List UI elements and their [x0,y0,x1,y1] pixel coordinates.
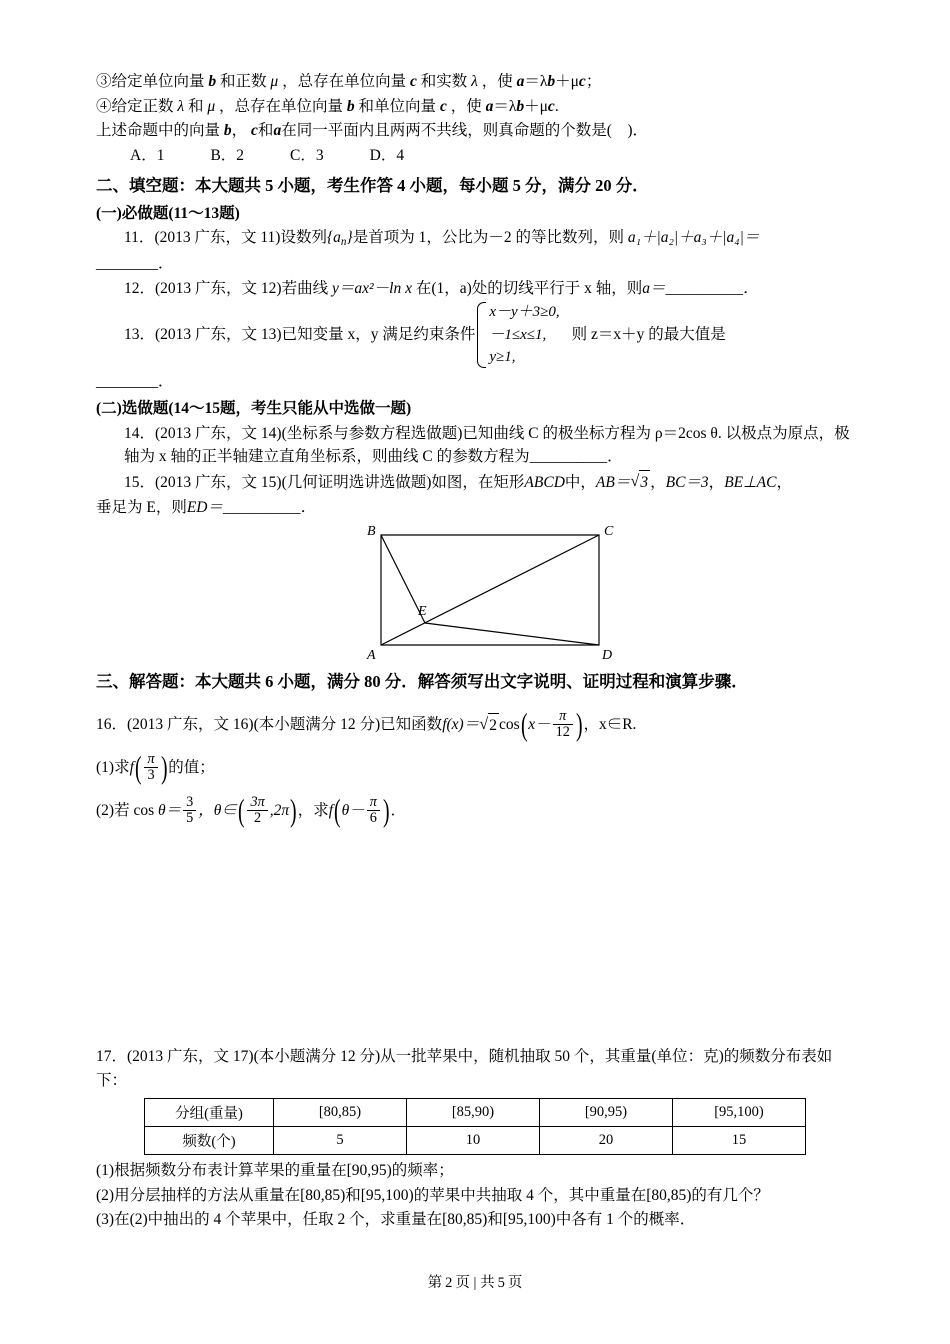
q16-p2-f: f [328,802,334,820]
q16-inner-x: x－ [528,716,551,734]
q16-fraction [553,709,573,740]
q16-p2-label: (2)若 cos [96,802,155,820]
item3-mid1: 和正数 [220,73,267,90]
q16-cos: cos [498,716,520,734]
item3-mu: μ [270,73,279,90]
q11-answer-blank: ________． [96,255,174,273]
item4-plus: ＋μ [524,97,548,115]
q16-paren-close: ) [575,706,583,742]
q12-source: (2013 广东，文 12) [155,279,282,297]
q15-text2: 中， [564,473,596,491]
q16-p2-frac2-den: 2 [247,810,267,826]
q16-frac-den: 12 [553,724,573,740]
q16-p2-c: ,2π [269,802,290,820]
q11-seq: {a [326,229,341,247]
item3-mid3: 和实数 [420,73,468,90]
q16-part1 [96,749,854,785]
q11-text1: 设数列 [280,229,327,247]
blank-work-space [96,827,854,1045]
q15-be: BE⊥AC [724,473,777,491]
item4-eq: ＝λ [493,97,517,115]
question-11 [96,226,854,251]
question-15-cont [96,496,854,520]
table-row-label-counts: 频数(个) [145,1127,274,1155]
item4-mid3: 和单位向量 [358,97,437,115]
q13-constraint-3: y≥1, [489,349,516,366]
item3-vector-c: c [409,73,417,90]
q11-source: (2013 广东，文 11) [154,229,281,247]
footer-page-number: 2 [445,1275,453,1291]
q14-number: 14． [124,424,156,442]
table-cell-count-1: 5 [274,1127,407,1155]
q16-p1-paren-open: ( [134,749,142,785]
q13-constraint-system [475,301,559,369]
q15-ed-blank: ED＝__________． [186,498,317,516]
q16-text1: 已知函数 [380,716,443,734]
q12-number: 12． [124,279,156,297]
proposition-conclusion [96,119,854,143]
q16-p2-fraction2 [247,795,267,826]
q16-p2-end: ． [390,802,407,820]
q13-source: (2013 广东，文 13) [155,326,282,344]
choice-list [96,144,854,168]
q14-source: (2013 广东，文 14) [155,424,282,442]
q13-text2: 则 z＝x＋y 的最大值是 [571,326,726,344]
footer-mid: 页 | 共 [455,1275,495,1291]
footer-total-pages: 5 [497,1275,505,1291]
choice-a: A．1 [130,146,165,164]
item4-mid2: ，总存在单位向量 [219,97,344,115]
table-row-label-groups: 分组(重量) [145,1099,274,1127]
item3-mid4: ，使 [481,73,513,90]
table-cell-group-1: [80,85) [274,1099,407,1127]
q16-paren-open: ( [520,706,528,742]
q16-p2-fraction [183,795,196,826]
table-row [145,1127,806,1155]
q16-p2-frac3-num: π [369,794,377,811]
section2-sub2: (二)选做题(14～15题，考生只能从中选做一题) [96,400,412,418]
q16-p2-b: ，θ∈ [198,802,237,820]
q16-number: 16． [96,716,128,734]
q13-number: 13． [124,326,156,344]
q16-sqrt2-value: 2 [488,713,499,738]
svg-text:C: C [604,524,614,540]
q17-part-2: (2)用分层抽样的方法从重量在[80,85)和[95,100)的苹果中共抽取 4 个，其中重量在[80,85)的有几个？ [96,1186,769,1204]
choice-d: D．4 [369,146,405,164]
frequency-table-wrap [96,1098,854,1155]
q11-text2: 是首项为 1，公比为－2 的等比数列，则 [352,229,624,247]
q11-seq-sub: n [340,236,347,249]
q13-constraint-2: －1≤x≤1, [489,326,547,343]
q16-p1-f: f [129,759,134,777]
table-cell-count-3: 20 [540,1127,673,1155]
conclusion-p4: 在同一平面内且两两不共线，则真命题的个数是( [281,122,612,140]
svg-text:D: D [602,648,613,664]
q14-answer-blank: __________． [529,448,623,466]
q16-domain: ，x∈R. [583,716,637,734]
q16-p2-frac3-den: 6 [367,810,380,826]
q12-equation: y＝ax²－ln x [331,279,412,297]
item3-mid2: ，总存在单位向量 [282,73,407,90]
q16-p2-theta: θ＝ [158,802,182,820]
frequency-table [144,1098,806,1155]
figure-svg [361,523,621,663]
proposition-item-4 [96,95,854,119]
item4-mid4: ，使 [450,97,482,115]
item4-vector-a: a [485,97,494,115]
geometry-figure-wrap [96,523,854,663]
q16-source: (2013 广东，文 16) [127,716,254,734]
q12-text2: 在(1，a)处的切线平行于 x 轴，则 [415,279,643,297]
q12-text1: 若曲线 [281,279,329,297]
footer-suffix: 页 [507,1275,523,1291]
svg-text:B: B [367,524,376,540]
item4-mu: μ [207,97,216,115]
q16-p2-d: ，求 [297,802,329,820]
q15-text4: ， [708,473,725,491]
item3-vector-b: b [208,73,217,90]
rectangle-abcd-figure [361,523,621,668]
table-cell-group-2: [85,90) [407,1099,540,1127]
item4-prefix: ④给定正数 [96,97,174,115]
item3-prefix: ③给定单位向量 [96,73,205,90]
q11-expression: a₁＋|a₂|＋a₃＋|a₄|＝ [627,229,760,247]
q15-ab: AB＝ [595,473,631,491]
q16-p1-paren-close: ) [160,749,168,785]
q13-text1: 已知变量 x，y 满足约束条件 [281,326,476,344]
question-16 [96,706,854,742]
conclusion-p5: )． [627,122,649,140]
table-cell-count-2: 10 [407,1127,540,1155]
section3-heading: 三、解答题：本大题共 6 小题，满分 80 分．解答须写出文字说明、证明过程和演算步骤． [96,672,748,692]
item4-lambda: λ [177,97,185,115]
item3-end: ； [585,73,602,90]
q17-number: 17． [96,1048,128,1066]
item4-mid1: 和 [187,97,204,115]
table-cell-group-4: [95,100) [673,1099,806,1127]
choice-c: C．3 [290,146,324,164]
q16-p2-frac-num: 3 [186,794,194,811]
q17-part-1: (1)根据频数分布表计算苹果的重量在[90,95)的频率； [96,1162,454,1180]
q15-bc: BC＝3 [665,473,709,491]
q14-text: (坐标系与参数方程选做题)已知曲线 C 的极坐标方程为 ρ＝2cos θ. 以极点为原点，极轴为 x 轴的正半轴建立直角坐标系，则曲线 C 的参数方程为 [124,424,850,466]
question-17 [96,1045,854,1092]
conclusion-vector-c: c [251,122,258,140]
q16-p2-theta2: θ－ [341,802,365,820]
q16-p2-frac2-num: 3π [250,794,265,811]
question-13 [96,301,854,369]
conclusion-vector-b: b [223,122,232,140]
q17-text: 从一批苹果中，随机抽取 50 个，其重量(单位：克)的频数分布表如下： [96,1048,833,1089]
q17-part-3: (3)在(2)中抽出的 4 个苹果中，任取 2 个，求重量在[80,85)和[95,100)中各有 1 个的概率． [96,1211,696,1229]
q16-score: (本小题满分 12 分) [253,716,381,734]
q16-p1-label: (1)求 [96,759,130,777]
footer-prefix: 第 [427,1275,443,1291]
q15-text3: ， [650,473,666,491]
conclusion-p3: 和 [257,122,274,140]
q13-constraint-1: x－y＋3≥0, [489,304,560,321]
q13-answer-blank: ________． [96,372,174,390]
item4-vector-b2: b [516,97,525,115]
item4-vector-c: c [439,97,447,115]
item3-eq: ＝λ [524,73,548,90]
choice-b: B．2 [210,146,245,164]
q16-p2-fraction3 [367,795,380,826]
item3-vector-a: a [516,73,525,90]
table-cell-count-4: 15 [673,1127,806,1155]
item4-vector-c2: c [547,97,555,115]
item4-vector-b: b [346,97,355,115]
q15-sqrt3-value: 3 [639,470,650,495]
q15-sqrt3 [630,470,650,495]
item3-vector-b2: b [547,73,556,90]
q15-text1: (几何证明选讲选做题)如图，在矩形 [281,473,525,491]
q12-answer-blank: a＝__________． [642,279,759,297]
q16-p1-tail: 的值； [168,759,215,777]
q16-part2 [96,792,854,828]
q17-score: (本小题满分 12 分) [253,1048,381,1066]
proposition-item-3 [96,70,854,94]
q16-p2-paren2-close: ) [382,792,390,828]
q15-number: 15． [124,473,156,491]
conclusion-p2: ， [231,122,248,140]
q15-text5: ， [776,473,792,491]
q15-rect-name: ABCD [524,473,565,491]
q16-fx: f(x)＝ [442,716,480,734]
question-14 [96,422,854,469]
section2-heading: 二、填空题：本大题共 5 小题，考生作答 4 小题，每小题 5 分，满分 20 分． [96,176,649,196]
item3-lambda: λ [471,73,478,90]
q16-p2-frac-den: 5 [183,810,196,826]
q16-frac-num: π [559,708,567,725]
q16-p1-fraction [144,752,157,783]
svg-text:E: E [418,604,427,620]
q17-source: (2013 广东，文 17) [127,1048,254,1066]
question-15 [96,470,854,495]
q15-text6: 垂足为 E，则 [96,498,187,516]
q16-sqrt2 [479,713,499,738]
q11-number: 11． [124,229,155,247]
question-12 [96,277,854,301]
q11-seq-end: } [346,229,353,247]
section2-sub1: (一)必做题(11～13题) [96,204,240,222]
item3-vector-c2: c [578,73,586,90]
conclusion-p1: 上述命题中的向量 [96,122,221,140]
item4-end: . [554,97,559,115]
item3-plus: ＋μ [555,73,579,90]
table-cell-group-3: [90,95) [540,1099,673,1127]
table-row [145,1099,806,1127]
page-footer [0,1271,950,1292]
q16-p1-frac-num: π [147,751,155,768]
svg-text:A: A [367,648,376,664]
q16-p1-frac-den: 3 [144,767,157,783]
q16-p2-paren-open: ( [237,792,245,828]
q15-source: (2013 广东，文 15) [155,473,282,491]
q16-p2-paren-close: ) [290,792,297,828]
q16-p2-paren2-open: ( [334,792,341,828]
conclusion-vector-a: a [273,122,282,140]
